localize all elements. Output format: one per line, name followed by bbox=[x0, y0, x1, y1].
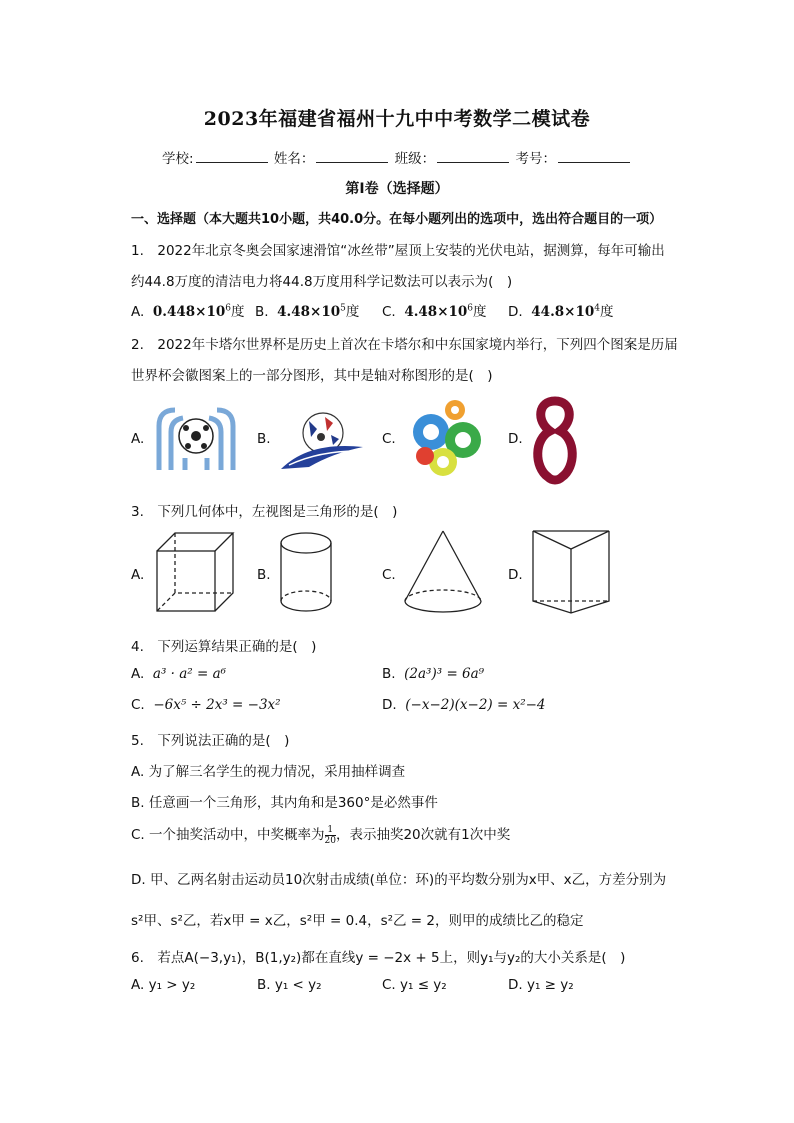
q1-b-exponent: 5 bbox=[340, 303, 346, 314]
q1-option-a[interactable] bbox=[131, 300, 245, 320]
q5-option-d-line1[interactable]: D. 甲、乙两名射击运动员10次射击成绩(单位：环)的平均数分别为x甲、x乙，方差分别为 bbox=[131, 872, 667, 888]
q1-option-d[interactable] bbox=[508, 300, 614, 320]
q1-a-exponent: 6 bbox=[225, 303, 231, 314]
q4-option-a[interactable] bbox=[131, 666, 226, 682]
probability-fraction bbox=[325, 825, 336, 846]
name-label: 姓名： bbox=[273, 151, 315, 167]
q6-option-c[interactable]: C. y₁ ≤ y₂ bbox=[382, 977, 447, 993]
q5-c-text-post: ，表示抽奖20次就有1次中奖 bbox=[335, 827, 511, 843]
q1-option-c[interactable] bbox=[382, 300, 487, 320]
q2-stem-line2: 世界杯会徽图案上的一部分图形，其中是轴对称图形的是( ) bbox=[131, 368, 493, 384]
q1-b-mantissa: 4.48×10 bbox=[277, 304, 341, 320]
q1-d-label: D. bbox=[508, 304, 523, 320]
cube-figure bbox=[155, 531, 235, 613]
section-heading: 一、选择题（本大题共10小题，共40.0分。在每小题列出的选项中，选出符合题目的一项） bbox=[131, 212, 663, 227]
q1-a-mantissa: 0.448×10 bbox=[152, 304, 226, 320]
q1-d-unit: 度 bbox=[600, 304, 614, 320]
q5-option-c[interactable] bbox=[131, 823, 510, 846]
q2-option-c-label[interactable]: C. bbox=[382, 431, 396, 447]
q1-c-exponent: 6 bbox=[467, 303, 474, 314]
q3-stem: 3. 下列几何体中，左视图是三角形的是( ) bbox=[131, 504, 398, 520]
q4-option-b[interactable] bbox=[382, 666, 484, 682]
q2-option-d-label[interactable]: D. bbox=[508, 431, 523, 447]
cylinder-figure bbox=[279, 531, 335, 613]
q4-a-expr: a³ · a² = a⁶ bbox=[152, 666, 227, 682]
class-label: 班级： bbox=[394, 151, 436, 167]
q4-stem: 4. 下列运算结果正确的是( ) bbox=[131, 639, 317, 655]
germany-2006-logo bbox=[403, 396, 491, 484]
cone-figure bbox=[403, 529, 485, 615]
q1-stem-line2: 约44.8万度的清洁电力将44.8万度用科学记数法可以表示为( ) bbox=[131, 274, 513, 290]
q4-a-label: A. bbox=[131, 666, 145, 682]
q4-b-label: B. bbox=[382, 666, 396, 682]
page-title: 2023年福建省福州十九中中考数学二模试卷 bbox=[203, 108, 591, 130]
class-blank[interactable] bbox=[437, 150, 509, 163]
q2-option-a-label[interactable]: A. bbox=[131, 431, 145, 447]
school-label: 学校: bbox=[162, 151, 194, 167]
q5-stem: 5. 下列说法正确的是( ) bbox=[131, 733, 290, 749]
q4-d-expr: (−x−2)(x−2) = x²−4 bbox=[405, 697, 546, 713]
student-info-row bbox=[0, 147, 794, 167]
q4-option-d[interactable] bbox=[382, 697, 546, 713]
volume-heading: 第Ⅰ卷（选择题） bbox=[345, 181, 449, 197]
q1-a-unit: 度 bbox=[231, 304, 245, 320]
usa-1994-logo bbox=[279, 407, 365, 471]
q5-option-d-line2: s²甲、s²乙，若x甲 = x乙，s²甲 = 0.4，s²乙 = 2，则甲的成绩比乙的稳定 bbox=[131, 913, 584, 929]
exam-no-blank[interactable] bbox=[558, 150, 630, 163]
q1-option-b[interactable] bbox=[255, 300, 359, 320]
q1-d-mantissa: 44.8×10 bbox=[531, 304, 595, 320]
q4-c-expr: −6x⁵ ÷ 2x³ = −3x² bbox=[153, 697, 281, 713]
q2-option-b-label[interactable]: B. bbox=[257, 431, 271, 447]
q1-b-label: B. bbox=[255, 304, 269, 320]
q4-option-c[interactable] bbox=[131, 697, 281, 713]
q3-option-c-label[interactable]: C. bbox=[382, 567, 396, 583]
exam-no-label: 考号： bbox=[515, 151, 556, 167]
q3-option-d-label[interactable]: D. bbox=[508, 567, 523, 583]
q1-a-label: A. bbox=[131, 304, 145, 320]
q4-b-expr: (2a³)³ = 6a⁹ bbox=[404, 666, 485, 682]
q3-option-a-label[interactable]: A. bbox=[131, 567, 145, 583]
q6-option-d[interactable]: D. y₁ ≥ y₂ bbox=[508, 977, 574, 993]
q1-c-unit: 度 bbox=[473, 304, 487, 320]
q5-option-a[interactable]: A. 为了解三名学生的视力情况，采用抽样调查 bbox=[131, 764, 406, 780]
q5-option-b[interactable]: B. 任意画一个三角形，其内角和是360°是必然事件 bbox=[131, 795, 438, 811]
q2-stem-line1: 2. 2022年卡塔尔世界杯是历史上首次在卡塔尔和中东国家境内举行，下列四个图案是历届 bbox=[131, 337, 678, 353]
triangular-prism-figure bbox=[531, 529, 613, 615]
q3-option-b-label[interactable]: B. bbox=[257, 567, 271, 583]
q6-stem: 6. 若点A(−3,y₁)，B(1,y₂)都在直线y = −2x + 5上，则y₁与y₂的大小关系是( ) bbox=[131, 950, 626, 966]
q6-option-a[interactable]: A. y₁ > y₂ bbox=[131, 977, 196, 993]
q1-options bbox=[131, 300, 691, 320]
qatar-2022-logo bbox=[530, 397, 580, 485]
q1-d-exponent: 4 bbox=[594, 303, 600, 314]
name-blank[interactable] bbox=[316, 150, 388, 163]
school-blank[interactable] bbox=[196, 150, 268, 163]
q1-b-unit: 度 bbox=[345, 304, 360, 320]
q4-d-label: D. bbox=[382, 697, 397, 713]
q5-c-text-pre: C. 一个抽奖活动中，中奖概率为 bbox=[131, 827, 325, 843]
q1-c-mantissa: 4.48×10 bbox=[404, 304, 468, 320]
fraction-denominator: 20 bbox=[324, 835, 336, 846]
q4-c-label: C. bbox=[131, 697, 145, 713]
q1-c-label: C. bbox=[382, 304, 396, 320]
q6-option-b[interactable]: B. y₁ < y₂ bbox=[257, 977, 322, 993]
q1-stem-line1: 1. 2022年北京冬奥会国家速滑馆“冰丝带”屋顶上安装的光伏电站，据测算，每年可输出 bbox=[131, 243, 665, 259]
fraction-numerator: 1 bbox=[327, 824, 334, 835]
argentina-1978-logo bbox=[153, 404, 239, 472]
